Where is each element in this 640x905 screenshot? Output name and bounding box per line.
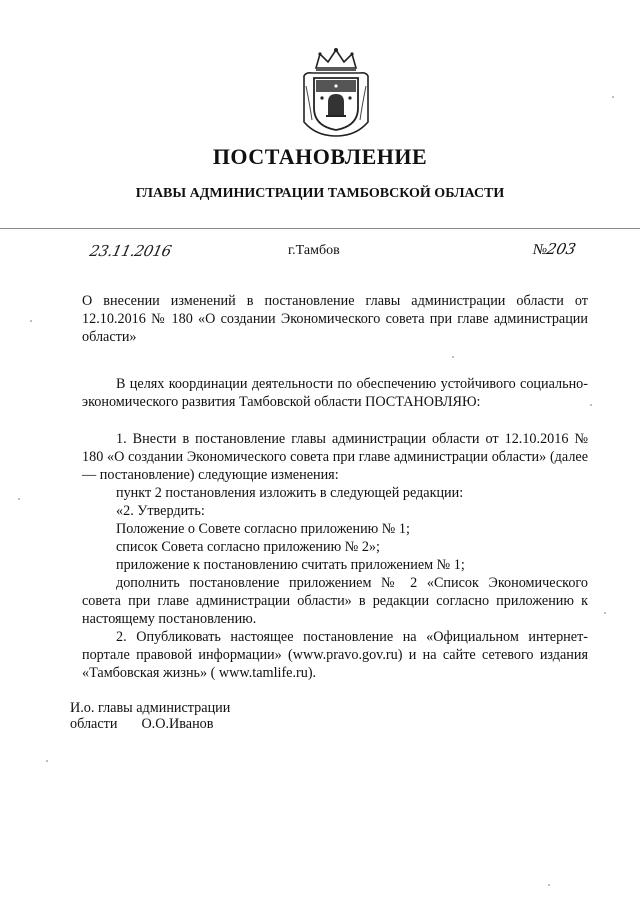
document-title: ПОСТАНОВЛЕНИЕ xyxy=(212,144,428,169)
preamble xyxy=(82,375,588,411)
body-paragraph-8: 2. Опубликовать настоящее постановление на «Официальном интернет-портале правовой информации» (www.pravo.gov.ru) и на сайте сетевого издания «Тамбовская жизнь» ( www.tamlife.ru). xyxy=(82,629,588,681)
header-divider xyxy=(0,228,640,229)
body-paragraph-7: дополнить постановление приложением № 2 «Список Экономического совета при главе администрации области» в редакции согласно приложению к настоящему постановлению. xyxy=(82,575,588,627)
handwritten-date: 23.11.2016 xyxy=(88,242,173,260)
coat-of-arms-icon xyxy=(298,46,374,138)
body-paragraph-5: список Совета согласно приложению № 2»; xyxy=(116,539,380,555)
body-paragraph-4: Положение о Совете согласно приложению № 1; xyxy=(116,521,410,537)
body-paragraph-2: пункт 2 постановления изложить в следующей редакции: xyxy=(116,485,464,501)
document-subject: О внесении изменений в постановление главы администрации области от 12.10.2016 № 180 «О создании Экономического совета при главе администрации области» xyxy=(82,293,588,345)
signatory-position: И.о. главы администрации xyxy=(70,700,231,716)
signatory-position-2: области xyxy=(70,716,118,732)
body-paragraph-3: «2. Утвердить: xyxy=(116,503,205,519)
signatory-name: О.О.Иванов xyxy=(141,716,214,732)
number-label: № xyxy=(533,242,548,258)
document-body xyxy=(82,430,588,682)
document-number xyxy=(533,240,576,259)
signature-block xyxy=(70,700,230,732)
city: г.Тамбов xyxy=(288,243,340,258)
preamble-text: В целях координации деятельности по обеспечению устойчивого социально-экономического развития Тамбовской области ПОСТАНОВЛЯЮ: xyxy=(82,376,588,410)
issuer-title: ГЛАВЫ АДМИНИСТРАЦИИ ТАМБОВСКОЙ ОБЛАСТИ xyxy=(135,186,505,201)
body-paragraph-1: 1. Внести в постановление главы администрации области от 12.10.2016 № 180 «О создании Экономического совета при главе администрации области» (далее — постановление) следующие изменения: xyxy=(82,431,588,483)
body-paragraph-6: приложение к постановлению считать приложением № 1; xyxy=(116,557,465,573)
handwritten-number: 203 xyxy=(545,240,578,258)
